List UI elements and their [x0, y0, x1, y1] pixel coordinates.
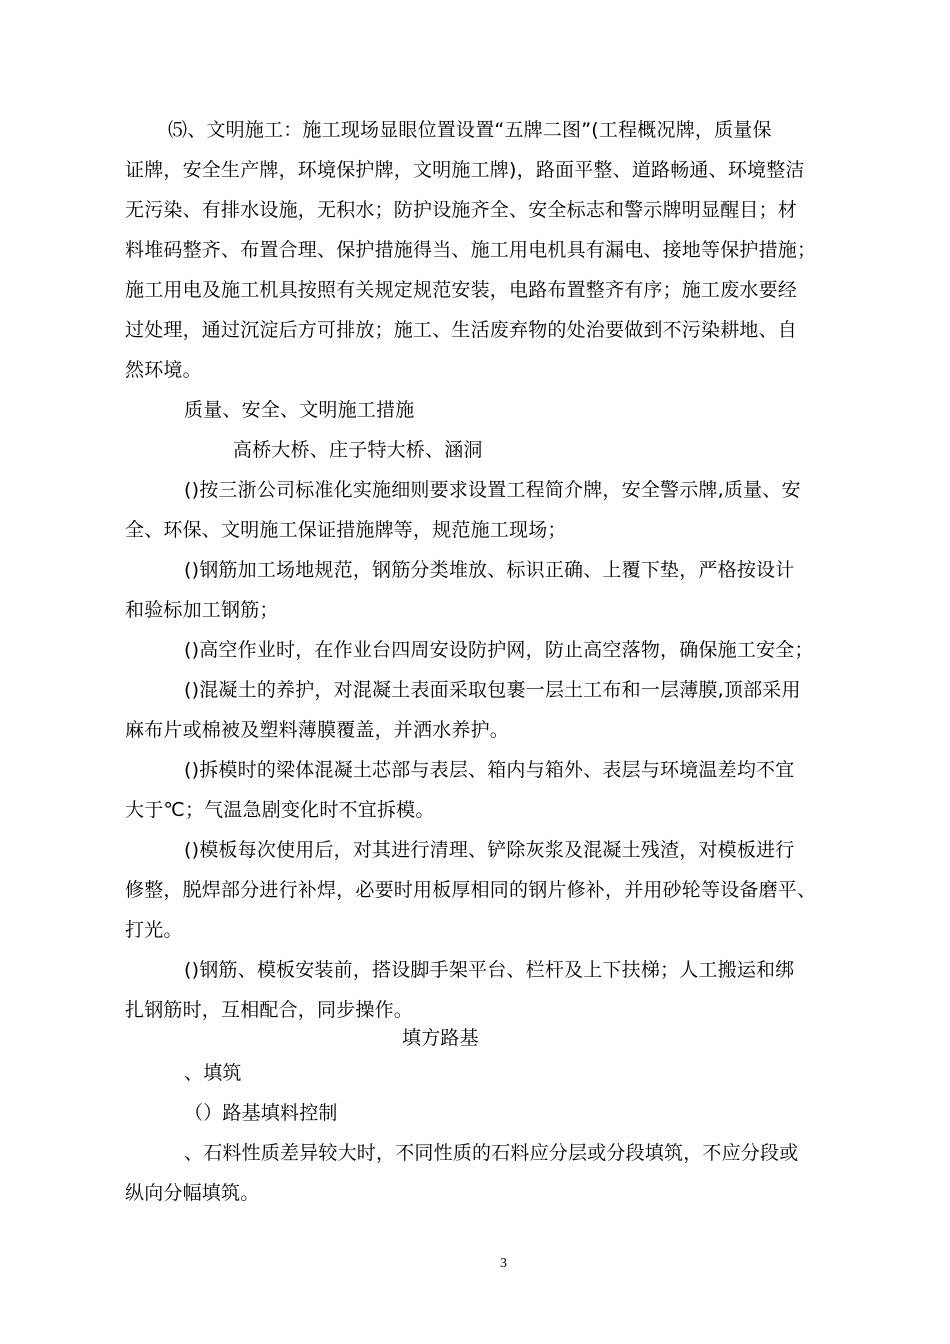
paragraph-line: ()按三浙公司标准化实施细则要求设置工程简介牌，安全警示牌,质量、安	[184, 479, 801, 501]
paragraph-line: 扎钢筋时，互相配合，同步操作。	[125, 999, 414, 1021]
paragraph-line: ()钢筋加工场地规范，钢筋分类堆放、标识正确、上覆下垫，严格按设计	[184, 559, 795, 581]
section-heading: 填方路基	[402, 1027, 479, 1049]
paragraph-line: 纵向分幅填筑。	[125, 1182, 260, 1204]
subsection-heading: 高桥大桥、庄子特大桥、涵洞	[233, 439, 483, 461]
paragraph-line: 然环境。	[125, 359, 202, 381]
paragraph-line: 全、环保、文明施工保证措施牌等，规范施工现场；	[125, 519, 567, 541]
paragraph-line: ()钢筋、模板安装前，搭设脚手架平台、栏杆及上下扶梯；人工搬运和绑	[184, 959, 795, 981]
paragraph-line: ()模板每次使用后，对其进行清理、铲除灰浆及混凝土残渣，对模板进行	[184, 839, 795, 861]
subsection-heading: （）路基填料控制	[184, 1102, 338, 1124]
paragraph-line: 打光。	[125, 919, 183, 941]
page-number: 3	[500, 1256, 507, 1271]
paragraph-line: 修整，脱焊部分进行补焊，必要时用板厚相同的钢片修补，并用砂轮等设备磨平、	[125, 879, 817, 901]
paragraph-line: 过处理，通过沉淀后方可排放；施工、生活废弃物的处治要做到不污染耕地、自	[125, 319, 798, 341]
paragraph-line: 料堆码整齐、布置合理、保护措施得当、施工用电机具有漏电、接地等保护措施；	[125, 239, 817, 261]
paragraph-line: ()混凝土的养护，对混凝土表面采取包裹一层土工布和一层薄膜,顶部采用	[184, 679, 801, 701]
paragraph-line: ()高空作业时，在作业台四周安设防护网，防止高空落物，确保施工安全；	[184, 639, 814, 661]
paragraph-line: ⑸、文明施工：施工现场显眼位置设置“五牌二图”(工程概况牌，质量保	[168, 119, 772, 141]
paragraph-line: ()拆模时的梁体混凝土芯部与表层、箱内与箱外、表层与环境温差均不宜	[184, 759, 795, 781]
paragraph-line: 大于℃；气温急剧变化时不宜拆模。	[125, 799, 435, 821]
subsection-heading: 、填筑	[184, 1062, 242, 1084]
paragraph-line: 证牌，安全生产牌，环境保护牌，文明施工牌)，路面平整、道路畅通、环境整洁	[125, 159, 805, 181]
paragraph-line: 无污染、有排水设施，无积水；防护设施齐全、安全标志和警示牌明显醒目；材	[125, 199, 798, 221]
section-heading: 质量、安全、文明施工措施	[184, 399, 415, 421]
paragraph-line: 麻布片或棉被及塑料薄膜覆盖，并洒水养护。	[125, 719, 510, 741]
paragraph-line: 施工用电及施工机具按照有关规定规范安装，电路布置整齐有序；施工废水要经	[125, 279, 798, 301]
paragraph-line: 、石料性质差异较大时，不同性质的石料应分层或分段填筑，不应分段或	[184, 1142, 799, 1164]
paragraph-line: 和验标加工钢筋；	[125, 599, 279, 621]
